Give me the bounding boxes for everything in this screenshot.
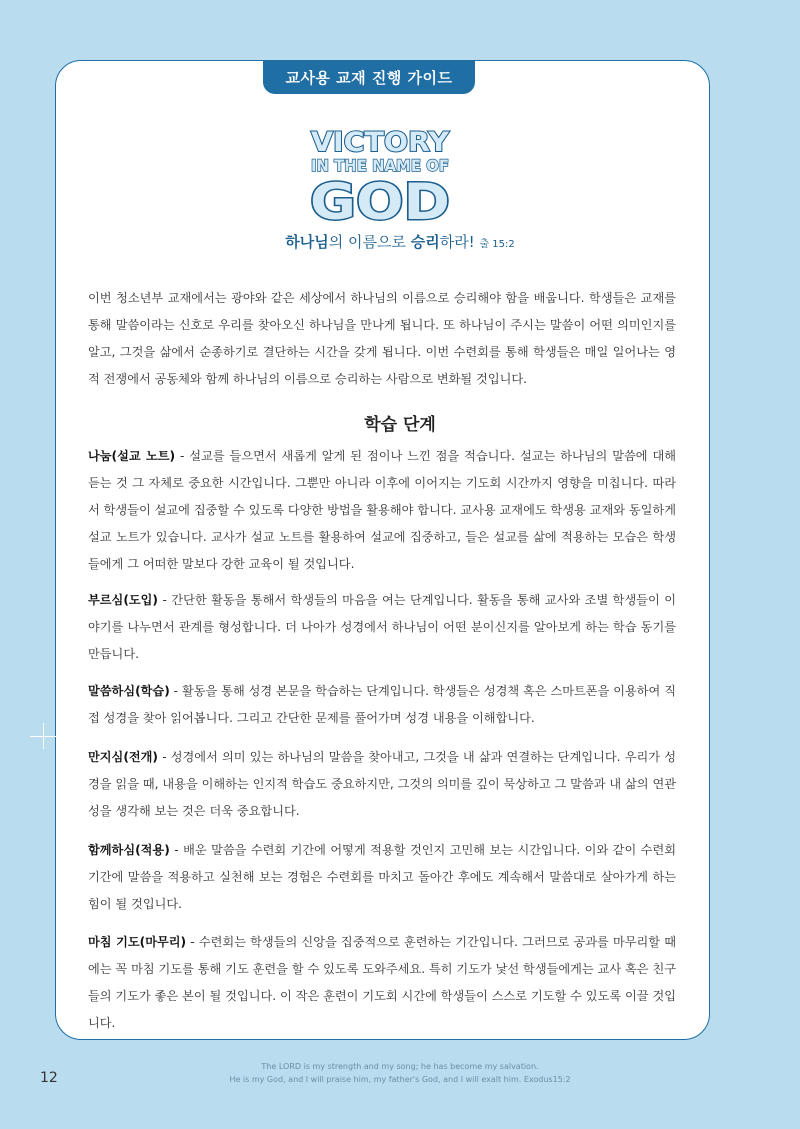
footer-verse-line-1: The LORD is my strength and my song; he has become my salvation. (261, 1062, 539, 1071)
step-term: 부르심(도입) (88, 593, 159, 607)
step-text: - 설교를 들으면서 새롭게 알게 된 점이나 느낀 점을 적습니다. 설교는 하나님의 말씀에 대해 듣는 것 그 자체로 중요한 시간입니다. 그뿐만 아니라 이후에 이어지는 기도회 시간까지 영향을 미칩니다. 따라서 학생들이 설교에 집중할 수 있도록 다양한 방법을 활용해야 합니다. 교사용 교재에도 학생용 교재와 동일하게 설교 노트가 있습니다. 교사가 설교 노트를 활용하여 설교에 집중하고, 들은 설교를 삶에 적용하는 모습은 학생들에게 그 어떠한 말보다 강한 교육이 될 것입니다. (88, 449, 677, 571)
step-text: - 활동을 통해 성경 본문을 학습하는 단계입니다. 학생들은 성경책 혹은 스마트폰을 이용하여 직접 성경을 찾아 읽어봅니다. 그리고 간단한 문제를 풀어가며 성경 내용을 이해합니다. (88, 684, 676, 725)
page-number: 12 (40, 1070, 58, 1086)
logo-line-god: GOD (310, 173, 450, 225)
logo-line-in-the-name-of: IN THE NAME OF (311, 156, 449, 175)
tagline-part-1: 하나님 (285, 233, 329, 251)
logo-line-victory: VICTORY (311, 127, 450, 158)
victory-logo (305, 125, 455, 225)
step-closing-prayer (88, 929, 676, 1037)
step-touching (88, 744, 676, 825)
step-calling (88, 587, 676, 668)
step-text: - 간단한 활동을 통해서 학생들의 마음을 여는 단계입니다. 활동을 통해 교사와 조별 학생들이 이야기를 나누면서 관계를 형성합니다. 더 나아가 성경에서 하나님이 어떤 분이신지를 알아보게 하는 학습 동기를 만듭니다. (88, 593, 676, 661)
step-speaking (88, 678, 676, 732)
header-tab (263, 60, 475, 94)
step-term: 함께하심(적용) (88, 843, 170, 857)
theme-tagline (0, 231, 800, 252)
step-term: 마침 기도(마무리) (88, 935, 187, 949)
step-term: 나눔(설교 노트) (88, 449, 176, 463)
step-term: 말씀하심(학습) (88, 684, 170, 698)
tagline-scripture-ref: 출 15:2 (479, 239, 515, 250)
footer-verse (0, 1060, 800, 1086)
header-tab-label: 교사용 교재 진행 가이드 (285, 68, 453, 87)
step-text: - 수련회는 학생들의 신앙을 집중적으로 훈련하는 기간입니다. 그러므로 공과를 마무리할 때에는 꼭 마침 기도를 통해 기도 훈련을 할 수 있도록 도와주세요. 특히 기도가 낯선 학생들에게는 교사 혹은 친구들의 기도가 좋은 본이 될 것입니다. 이 작은 훈련이 기도회 시간에 학생들이 스스로 기도할 수 있도록 이끌 것입니다. (88, 935, 676, 1030)
section-title: 학습 단계 (364, 415, 436, 435)
step-term: 만지심(전개) (88, 750, 159, 764)
tagline-part-2: 의 이름으로 (328, 233, 411, 251)
tagline-part-4: 하라! (439, 233, 480, 251)
step-text: - 성경에서 의미 있는 하나님의 말씀을 찾아내고, 그것을 내 삶과 연결하는 단계입니다. 우리가 성경을 읽을 때, 내용을 이해하는 인지적 학습도 중요하지만, 그것의 의미를 깊이 묵상하고 그 말씀과 내 삶의 연관성을 생각해 보는 것은 더욱 중요합니다. (88, 750, 676, 818)
crop-mark (30, 723, 56, 749)
step-together (88, 837, 676, 918)
footer-verse-line-2: He is my God, and I will praise him, my father's God, and I will exalt him. Exodus15:2 (229, 1075, 571, 1084)
intro-paragraph: 이번 청소년부 교재에서는 광야와 같은 세상에서 하나님의 이름으로 승리해야 함을 배웁니다. 학생들은 교재를 통해 말씀이라는 신호로 우리를 찾아오신 하나님을 만나게 됩니다. 또 하나님이 주시는 말씀이 어떤 의미인지를 알고, 그것을 삶에서 순종하기로 결단하는 시간을 갖게 됩니다. 이번 수련회를 통해 학생들은 매일 일어나는 영적 전쟁에서 공동체와 함께 하나님의 이름으로 승리하는 사람으로 변화될 것입니다. (88, 291, 676, 386)
step-text: - 배운 말씀을 수련회 기간에 어떻게 적용할 것인지 고민해 보는 시간입니다. 이와 같이 수련회 기간에 말씀을 적용하고 실천해 보는 경험은 수련회를 마치고 돌아간 후에도 계속해서 말씀대로 살아가게 하는 힘이 될 것입니다. (88, 843, 676, 911)
tagline-part-3: 승리 (410, 233, 440, 251)
step-sharing (88, 443, 676, 578)
